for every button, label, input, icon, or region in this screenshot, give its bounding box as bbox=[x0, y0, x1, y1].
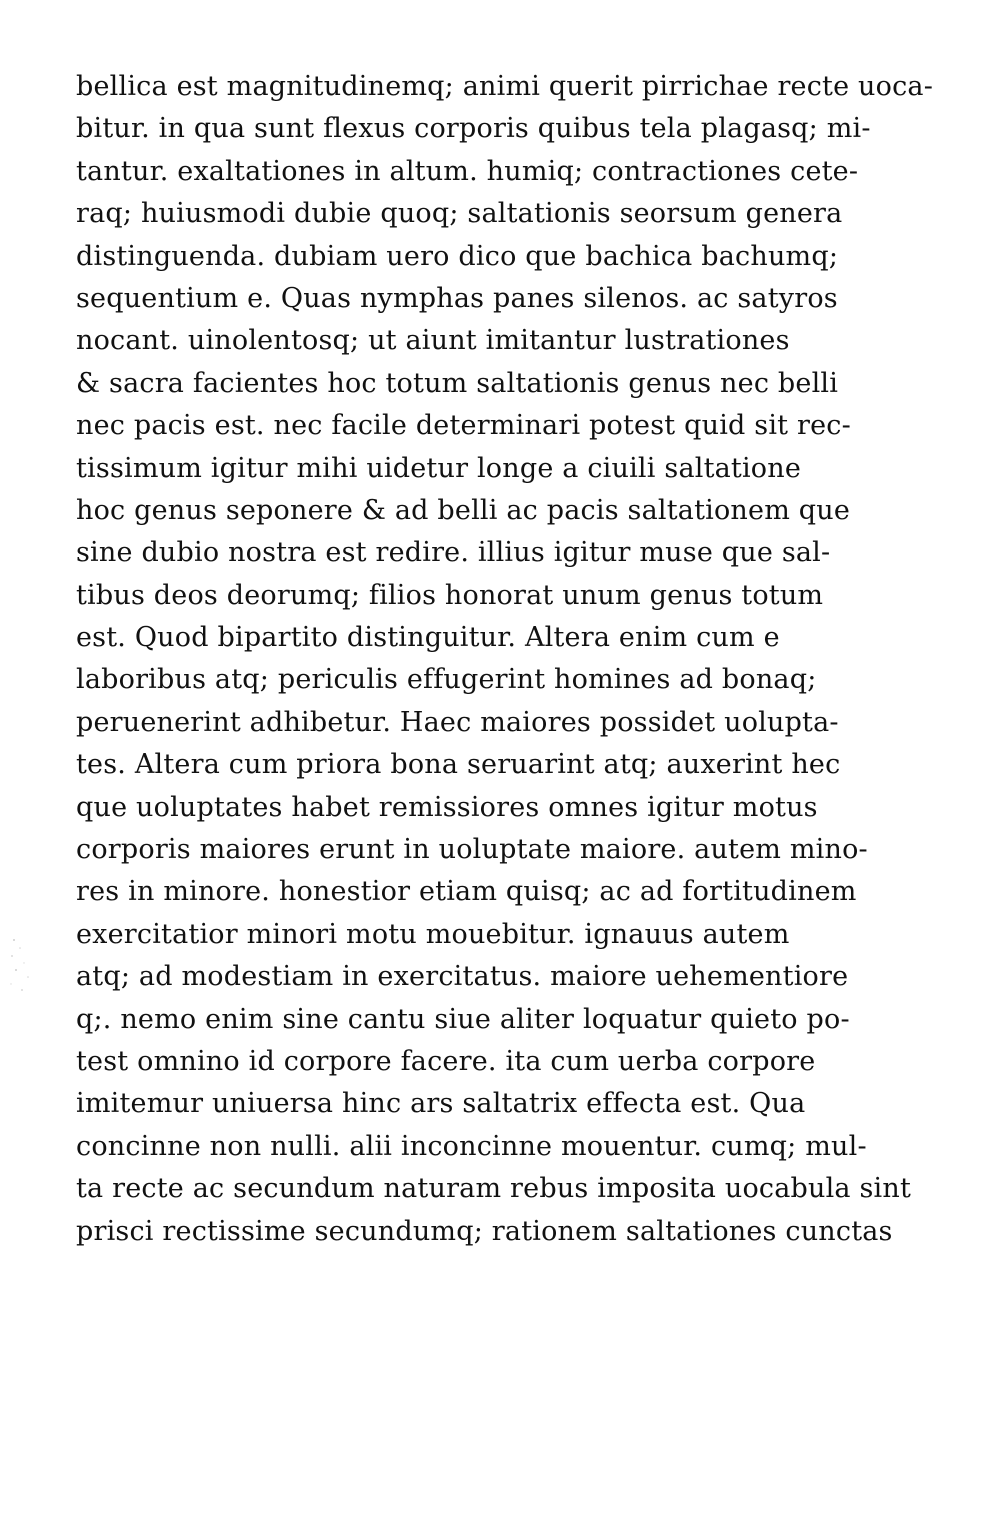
manuscript-line: bellica est magnitudinemq; animi querit pirrichae recte uoca- bbox=[76, 71, 934, 102]
manuscript-line: laboribus atq; periculis effugerint homines ad bonaq; bbox=[76, 664, 817, 696]
manuscript-line: tantur. exaltationes in altum. humiq; contractiones cete- bbox=[76, 155, 859, 187]
manuscript-line: que uoluptates habet remissiores omnes igitur motus bbox=[76, 791, 818, 823]
margin-speckle-mark bbox=[6, 930, 46, 1000]
manuscript-line: bitur. in qua sunt flexus corporis quibus tela plagasq; mi- bbox=[76, 113, 871, 145]
manuscript-line: q;. nemo enim sine cantu siue aliter loquatur quieto po- bbox=[76, 1003, 850, 1035]
manuscript-line: distinguenda. dubiam uero dico que bachica bachumq; bbox=[76, 240, 839, 272]
manuscript-line: hoc genus seponere & ad belli ac pacis saltationem que bbox=[76, 494, 851, 526]
manuscript-line: corporis maiores erunt in uoluptate maiore. autem mino- bbox=[76, 834, 868, 866]
manuscript-line: prisci rectissime secundumq; rationem saltationes cunctas bbox=[76, 1215, 893, 1247]
manuscript-line: raq; huiusmodi dubie quoq; saltationis seorsum genera bbox=[76, 198, 843, 230]
manuscript-line: & sacra facientes hoc totum saltationis genus nec belli bbox=[76, 367, 839, 399]
manuscript-line: sequentium e. Quas nymphas panes silenos. ac satyros bbox=[76, 282, 838, 314]
manuscript-line: test omnino id corpore facere. ita cum uerba corpore bbox=[76, 1045, 816, 1077]
manuscript-text-block bbox=[76, 66, 936, 1253]
manuscript-line: ta recte ac secundum naturam rebus imposita uocabula sint bbox=[76, 1173, 912, 1205]
manuscript-line: est. Quod bipartito distinguitur. Altera enim cum e bbox=[76, 622, 780, 654]
manuscript-line: exercitatior minori motu mouebitur. ignauus autem bbox=[76, 918, 790, 950]
manuscript-line: res in minore. honestior etiam quisq; ac ad fortitudinem bbox=[76, 876, 857, 908]
manuscript-line: nec pacis est. nec facile determinari potest quid sit rec- bbox=[76, 410, 851, 442]
manuscript-line: concinne non nulli. alii inconcinne mouentur. cumq; mul- bbox=[76, 1130, 867, 1162]
manuscript-line: peruenerint adhibetur. Haec maiores possidet uolupta- bbox=[76, 706, 839, 738]
manuscript-line: imitemur uniuersa hinc ars saltatrix effecta est. Qua bbox=[76, 1088, 806, 1120]
manuscript-line: tibus deos deorumq; filios honorat unum genus totum bbox=[76, 579, 824, 611]
manuscript-line: tes. Altera cum priora bona seruarint atq; auxerint hec bbox=[76, 749, 841, 781]
manuscript-line: nocant. uinolentosq; ut aiunt imitantur lustrationes bbox=[76, 325, 790, 357]
manuscript-line: atq; ad modestiam in exercitatus. maiore uehementiore bbox=[76, 961, 849, 993]
manuscript-line: tissimum igitur mihi uidetur longe a ciuili saltatione bbox=[76, 452, 802, 484]
manuscript-line: sine dubio nostra est redire. illius igitur muse que sal- bbox=[76, 537, 831, 569]
